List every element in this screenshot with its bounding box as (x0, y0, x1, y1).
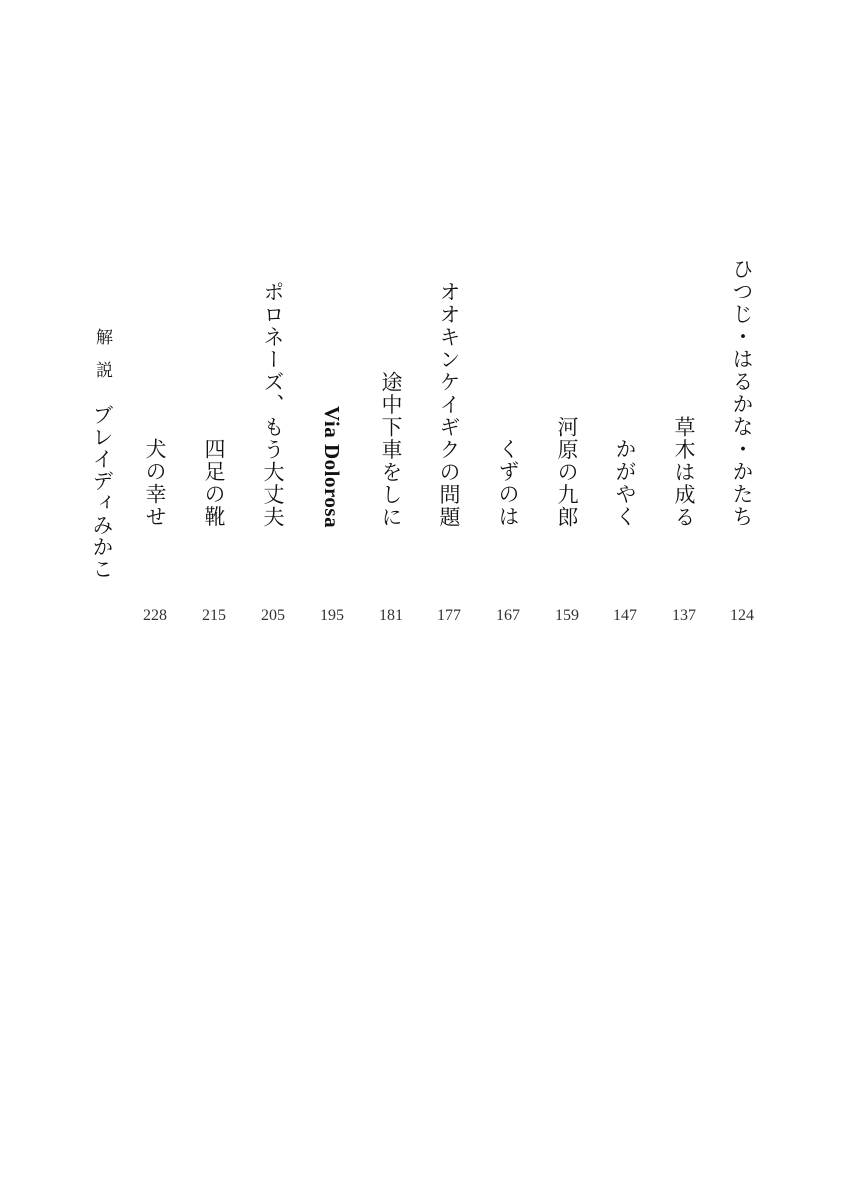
toc-entry-title: かがやく (613, 438, 637, 528)
toc-entry-page-number: 147 (613, 607, 637, 624)
toc-entry-page-number: 124 (730, 607, 754, 624)
toc-entry-page-number: 177 (437, 607, 461, 624)
toc-entry-page-number: 137 (672, 607, 696, 624)
toc-entry-page-number: 195 (320, 607, 344, 624)
toc-entry-title: Via Dolorosa (320, 405, 344, 528)
toc-entry-page-number: 159 (555, 607, 579, 624)
toc-entry-page-number: 205 (261, 607, 285, 624)
toc-entry-title: オオキンケイギクの問題 (437, 280, 461, 528)
commentary-entry[interactable] (82, 328, 122, 580)
toc-entry-title: 途中下車をしに (379, 370, 403, 528)
toc-entry-page-number: 181 (379, 607, 403, 624)
toc-entry-title: くずのは (496, 438, 520, 528)
toc-entry-title: 草木は成る (672, 415, 696, 528)
commentary-label: 解説 (92, 328, 112, 394)
commentary-author: ブレイディみかこ (90, 404, 114, 580)
toc-entry-title: 犬の幸せ (143, 438, 167, 528)
toc-entry-page-number: 215 (202, 607, 226, 624)
toc-entry-title: ひつじ・はるかな・かたち (730, 258, 754, 528)
toc-entry-title: ポロネーズ、もう大丈夫 (261, 280, 285, 528)
toc-entry-title: 河原の九郎 (555, 415, 579, 528)
toc-entry-page-number: 167 (496, 607, 520, 624)
toc-entry-page-number: 228 (143, 607, 167, 624)
toc-entry-title: 四足の靴 (202, 438, 226, 528)
